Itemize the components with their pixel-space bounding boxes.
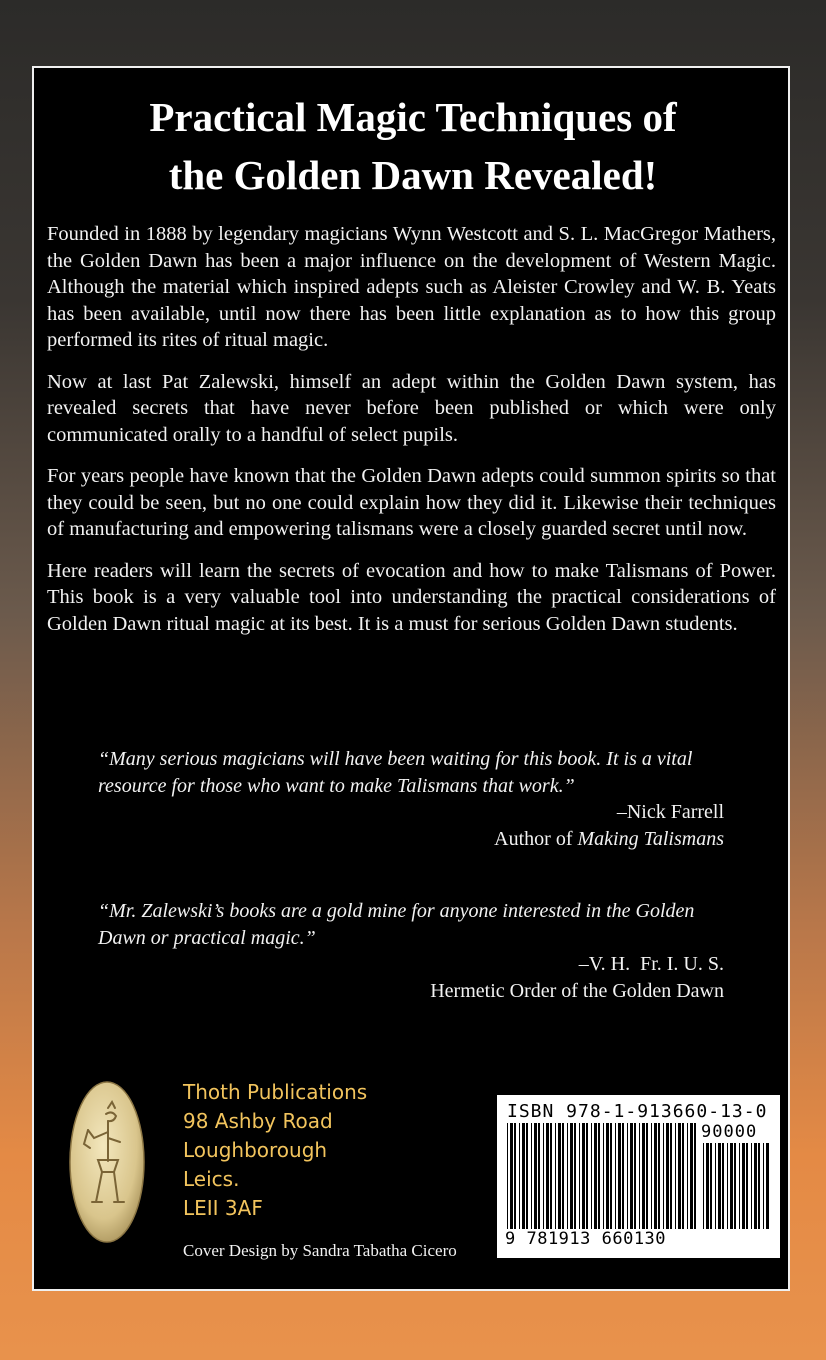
barcode-bar: [598, 1123, 600, 1229]
barcode-bar: [610, 1123, 612, 1229]
barcode-bar: [507, 1123, 508, 1229]
barcode-bar: [630, 1123, 633, 1229]
barcode-bar: [722, 1143, 724, 1229]
barcode-bar: [579, 1123, 580, 1229]
barcode-bar: [570, 1123, 573, 1229]
barcode-bar: [634, 1123, 636, 1229]
barcode-bar: [562, 1123, 564, 1229]
endorsement-1-book-title: Making Talismans: [577, 827, 724, 850]
barcode-bar: [591, 1123, 592, 1229]
barcode-bar: [763, 1143, 764, 1229]
barcode-bar: [538, 1123, 540, 1229]
barcode-bar: [670, 1123, 672, 1229]
barcode-bar: [758, 1143, 760, 1229]
barcode-bars: [507, 1123, 697, 1229]
barcode-bar: [710, 1143, 712, 1229]
barcode-bar: [703, 1143, 704, 1229]
barcode-bar: [739, 1143, 740, 1229]
barcode-bar: [706, 1143, 709, 1229]
barcode-bar: [522, 1123, 525, 1229]
barcode-bar: [742, 1143, 745, 1229]
barcode-addon-bars: [703, 1143, 769, 1229]
barcode-bar: [715, 1143, 716, 1229]
endorsement-2-text: “Mr. Zalewski’s books are a gold mine for anyone interested in the Golden Dawn or practical magic.”: [98, 900, 695, 949]
blurb-paragraph-4: Here readers will learn the secrets of evocation and how to make Talismans of Power. This book is a very valuable tool into understanding the practical considerations of Golden Dawn ritual magic at its best. It is a must for serious Golden Dawn students.: [47, 559, 776, 635]
blurb-paragraph-2: Now at last Pat Zalewski, himself an adept within the Golden Dawn system, has revealed secrets that have never before been published or which were only communicated orally to a handful of select pupils.: [47, 370, 776, 446]
barcode-bar: [690, 1123, 693, 1229]
publisher-address: [183, 1078, 367, 1223]
endorsement-1-affiliation-prefix: Author of: [494, 827, 578, 850]
barcode-bar: [682, 1123, 684, 1229]
barcode-bar: [639, 1123, 640, 1229]
barcode-bar: [534, 1123, 537, 1229]
barcode-bar: [606, 1123, 609, 1229]
barcode-bar: [622, 1123, 624, 1229]
barcode-bar: [651, 1123, 652, 1229]
barcode-bar: [546, 1123, 549, 1229]
barcode-bar: [675, 1123, 676, 1229]
barcode-bar: [582, 1123, 585, 1229]
barcode-bar: [642, 1123, 645, 1229]
barcode-addon-number: 90000: [701, 1122, 758, 1142]
barcode-bar: [678, 1123, 681, 1229]
barcode-bar: [526, 1123, 528, 1229]
blurb-paragraph-3: For years people have known that the Golden Dawn adepts could summon spirits so that they could be seen, but no one could explain how they did it. Likewise their techniques of manufacturing and empowering talismans were a closely guarded secret until now.: [47, 465, 776, 540]
publisher-postcode: LEII 3AF: [183, 1196, 263, 1220]
ean-number: 9 781913 660130: [505, 1229, 667, 1249]
publisher-street: 98 Ashby Road: [183, 1109, 333, 1133]
barcode-bar: [727, 1143, 728, 1229]
cover-title: [0, 88, 826, 204]
barcode-bar: [603, 1123, 604, 1229]
barcode-bar: [519, 1123, 520, 1229]
barcode-bar: [558, 1123, 561, 1229]
publisher-city: Loughborough: [183, 1138, 328, 1162]
barcode-bar: [766, 1143, 769, 1229]
publisher-name: Thoth Publications: [183, 1080, 368, 1104]
barcode-bar: [615, 1123, 616, 1229]
title-line-1: Practical Magic Techniques of: [149, 94, 677, 140]
endorsement-1-text: “Many serious magicians will have been waiting for this book. It is a vital resource for those who want to make Talismans that work.”: [98, 748, 693, 797]
barcode-bar: [746, 1143, 748, 1229]
endorsement-2: [98, 898, 724, 1004]
barcode-bar: [550, 1123, 552, 1229]
barcode-bar: [514, 1123, 516, 1229]
barcode-bar: [687, 1123, 688, 1229]
isbn-label: ISBN 978-1-913660-13-0: [507, 1101, 768, 1122]
blurb: [47, 221, 776, 652]
barcode-bar: [586, 1123, 588, 1229]
endorsement-1-author: –Nick Farrell: [616, 801, 724, 823]
barcode-bar: [594, 1123, 597, 1229]
barcode-bar: [543, 1123, 544, 1229]
barcode-bar: [531, 1123, 532, 1229]
endorsement-1: [98, 746, 724, 852]
barcode-bar: [618, 1123, 621, 1229]
barcode-bar: [654, 1123, 657, 1229]
barcode-bar: [627, 1123, 628, 1229]
barcode-bar: [555, 1123, 556, 1229]
barcode-bar: [574, 1123, 576, 1229]
barcode-bar: [730, 1143, 733, 1229]
barcode-bar: [646, 1123, 648, 1229]
thoth-scarab-logo-icon: [68, 1080, 146, 1244]
barcode-bar: [663, 1123, 664, 1229]
barcode-bar: [510, 1123, 513, 1229]
title-line-2: the Golden Dawn Revealed!: [168, 152, 658, 198]
isbn-barcode: [497, 1095, 780, 1258]
barcode-bar: [694, 1123, 696, 1229]
barcode-bar: [567, 1123, 568, 1229]
barcode-bar: [718, 1143, 721, 1229]
barcode-bar: [734, 1143, 736, 1229]
blurb-paragraph-1: Founded in 1888 by legendary magicians Wynn Westcott and S. L. MacGregor Mathers, the Golden Dawn has been a major influence on the development of Western Magic. Although the material which inspired adepts such as Aleister Crowley and W. B. Yeats has been available, until now there has been little explanation as to how this group performed its rites of ritual magic.: [47, 223, 776, 351]
cover-design-credit: Cover Design by Sandra Tabatha Cicero: [183, 1241, 457, 1260]
endorsement-1-affiliation: [98, 826, 724, 853]
endorsement-2-affiliation: Hermetic Order of the Golden Dawn: [430, 979, 724, 1002]
endorsement-2-author: –V. H. Fr. I. U. S.: [578, 953, 724, 975]
publisher-county: Leics.: [183, 1167, 240, 1191]
barcode-bar: [751, 1143, 752, 1229]
barcode-bar: [754, 1143, 757, 1229]
barcode-bar: [666, 1123, 669, 1229]
barcode-bar: [658, 1123, 660, 1229]
